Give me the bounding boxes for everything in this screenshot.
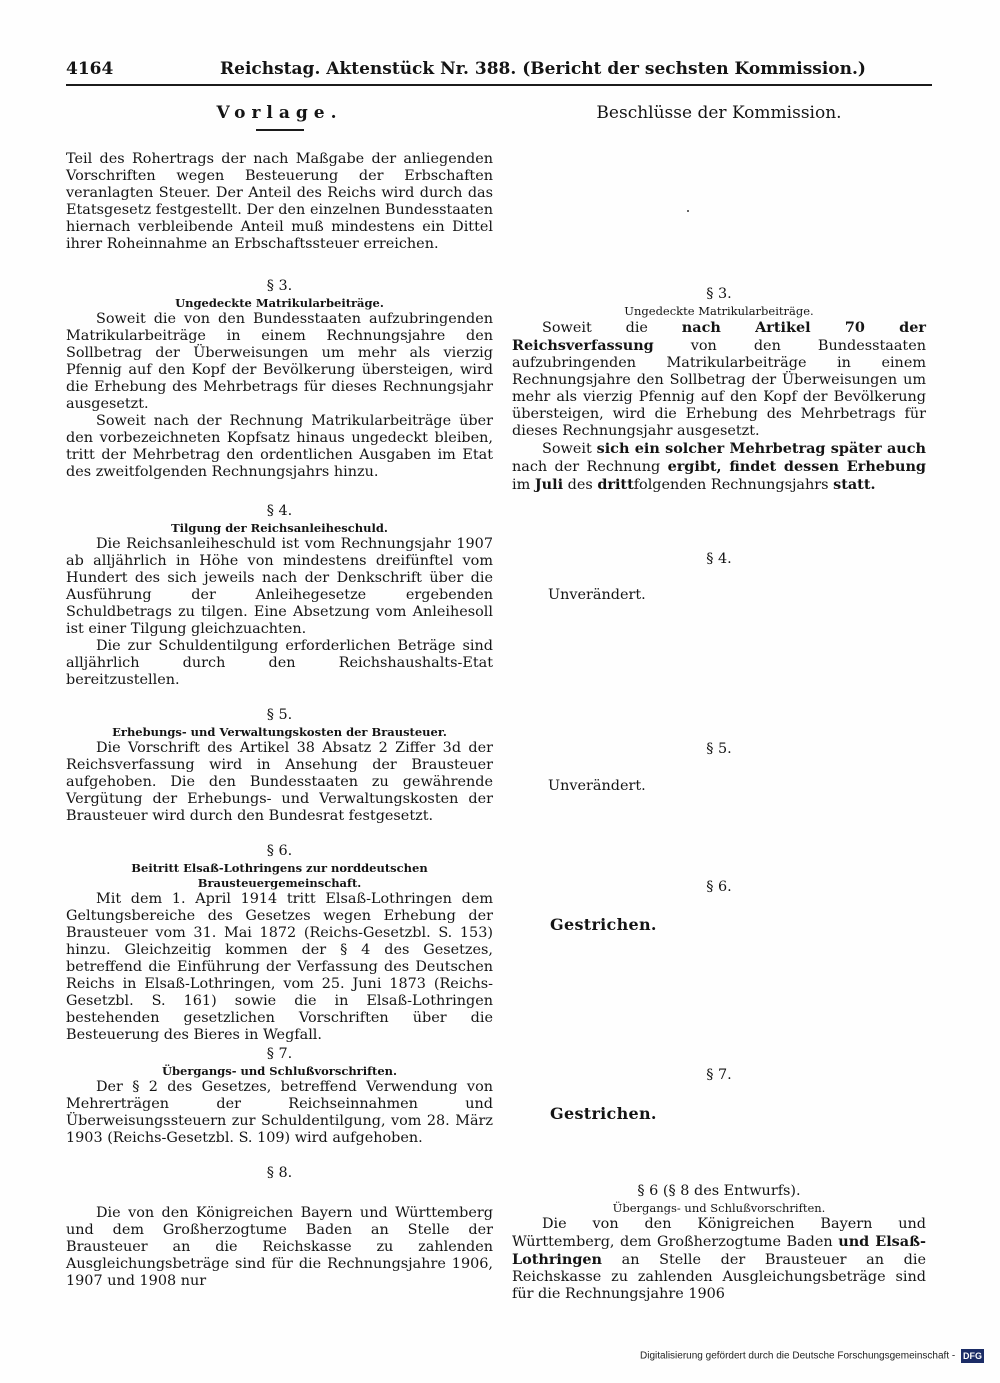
footer-text: Digitalisierung gefördert durch die Deutsche Forschungsgemeinschaft - — [640, 1350, 956, 1362]
right-section-3-subtitle: Ungedeckte Matrikularbeiträge. — [624, 304, 814, 318]
print-speck — [687, 210, 689, 212]
right-section-5-text: Unverändert. — [548, 778, 646, 794]
section-4-paragraph-1: Die Reichsanleiheschuld ist vom Rechnungsjahr 1907 ab alljährlich in Höhe von mindestens dreifünftel vom Hundert des sich jeweils nach der Denkschrift über die Ausführung der Anleihegesetze ergebenden Schuldbetrags zu tilgen. Eine Absetzung vom Anleihesoll ist einer Tilgung gleichzuachten. — [66, 536, 493, 637]
right-s3-p2-bold-f: Juli — [534, 476, 564, 493]
running-title: Reichstag. Aktenstück Nr. 388. (Bericht der sechsten Kommission.) — [220, 59, 866, 79]
right-section-8-heading: § 6 (§ 8 des Entwurfs). — [637, 1183, 801, 1199]
right-s8-p1-text-a: Die von den Königreichen Bayern und Württemberg, dem Großherzogtume Baden — [512, 1216, 926, 1250]
right-s3-p2-bold-j: statt. — [833, 476, 876, 493]
right-s3-p2-text-a: Soweit — [542, 441, 597, 457]
page-number: 4164 — [66, 59, 114, 79]
right-s3-p2-text-e: im — [512, 477, 535, 493]
right-s3-p2-text-c: nach der Rechnung — [512, 459, 668, 475]
section-3-paragraph-1: Soweit die von den Bundesstaaten aufzubringenden Matrikularbeiträge in einem Rechnungsjahre den Sollbetrag der Überweisungen um mehr als vierzig Pfennig auf den Kopf der Bevölkerung übersteigen, wird die Erhebung des Mehrbetrags für dieses Rechnungsjahr ausgesetzt. — [66, 311, 493, 412]
section-5-heading: § 5. — [266, 707, 293, 723]
section-4-paragraph-2: Die zur Schuldentilgung erforderlichen Beträge sind alljährlich durch den Reichshaushalts-Etat bereitzustellen. — [66, 638, 493, 688]
section-5-paragraph-1: Die Vorschrift des Artikel 38 Absatz 2 Ziffer 3d der Reichsverfassung wird in Ansehung der Brausteuer aufgehoben. Die den Bundesstaaten zu gewährende Vergütung der Erhebungs- und Verwaltungskosten der Brausteuer wird durch den Bundesrat festgesetzt. — [66, 740, 493, 824]
section-4-subtitle: Tilgung der Reichsanleiheschuld. — [171, 521, 388, 535]
page-header — [66, 58, 932, 86]
title-rule — [256, 129, 304, 131]
section-3-subtitle: Ungedeckte Matrikularbeiträge. — [175, 296, 384, 310]
right-section-6-heading: § 6. — [706, 879, 732, 895]
section-6-heading: § 6. — [266, 843, 293, 859]
right-section-7-text: Gestrichen. — [550, 1104, 657, 1123]
right-s8-p1-bold: und Elsaß-Lothringen — [512, 1233, 927, 1268]
column-title-beschluesse: Beschlüsse der Kommission. — [596, 103, 842, 123]
section-3-paragraph-2: Soweit nach der Rechnung Matrikularbeiträge über den vorbezeichneten Kopfsatz hinaus ungedeckt bleiben, tritt der Mehrbetrag den ordentlichen Ausgaben im Etat des zweitfolgenden Rechnungsjahrs hinzu. — [66, 413, 493, 480]
right-section-7-heading: § 7. — [706, 1067, 732, 1083]
section-6-subtitle: Beitritt Elsaß-Lothringens zur norddeutschen Brausteuergemeinschaft. — [131, 861, 428, 890]
section-3-heading: § 3. — [266, 278, 293, 294]
column-title-vorlage: Vorlage. — [216, 103, 343, 123]
right-section-3-paragraph-2 — [512, 440, 926, 494]
right-s3-p1-bold: nach Artikel 70 der Reichsverfassung — [512, 319, 926, 354]
section-7-paragraph-1: Der § 2 des Gesetzes, betreffend Verwendung von Mehrerträgen der Reichseinnahmen und Überweisungssteuern zur Schuldentilgung, vom 28. März 1903 (Reichs-Gesetzbl. S. 109) wird aufgehoben. — [66, 1079, 493, 1146]
section-4-heading: § 4. — [266, 503, 293, 519]
right-s3-p2-bold-h: dritt — [597, 476, 634, 493]
right-section-3-paragraph-1 — [512, 319, 926, 440]
right-s3-p1-text-a: Soweit die — [542, 320, 682, 336]
right-section-4-text: Unverändert. — [548, 587, 646, 603]
right-section-8-paragraph-1 — [512, 1216, 926, 1303]
right-s3-p2-bold-b: sich ein solcher Mehrbetrag später auch — [596, 440, 926, 457]
section-7-subtitle: Übergangs- und Schlußvorschriften. — [161, 1064, 398, 1078]
right-section-5-heading: § 5. — [706, 741, 732, 757]
right-section-6-text: Gestrichen. — [550, 915, 657, 934]
intro-paragraph: Teil des Rohertrags der nach Maßgabe der anliegenden Vorschriften wegen Besteuerung der Erbschaften veranlagten Steuer. Der Anteil des Reichs wird durch das Etatsgesetz festgestellt. Der den einzelnen Bundesstaaten hiernach verbleibende Anteil muß mindestens ein Dittel ihrer Roheinnahme an Erbschaftssteuer erreichen. — [66, 151, 493, 252]
right-s3-p2-text-i: folgenden Rechnungsjahrs — [633, 477, 834, 493]
dfg-logo-icon: DFG — [963, 1351, 982, 1361]
footer-attribution — [640, 1349, 984, 1363]
section-7-heading: § 7. — [266, 1046, 293, 1062]
left-column-vorlage — [66, 102, 493, 1290]
right-column-beschluesse — [512, 102, 926, 1303]
right-section-4-heading: § 4. — [706, 551, 732, 567]
right-s3-p2-bold-d: ergibt, findet dessen Erhebung — [667, 458, 926, 475]
right-s3-p1-text-c: von den Bundesstaaten aufzubringenden Matrikularbeiträge in einem Rechnungsjahre den Sollbetrag der Überweisungen um mehr als vierzig Pfennig auf den Kopf der Bevölkerung übersteigen, wird die Erhebung des Mehrbetrags für dieses Rechnungsjahr ausgesetzt. — [512, 338, 926, 439]
section-8-heading: § 8. — [266, 1165, 293, 1181]
right-s8-p1-text-c: an Stelle der Brausteuer an die Reichskasse zu zahlenden Ausgleichungsbeträge sind für die Rechnungsjahre 1906 — [512, 1252, 926, 1302]
right-section-8-subtitle: Übergangs- und Schlußvorschriften. — [612, 1201, 826, 1215]
section-6-paragraph-1: Mit dem 1. April 1914 tritt Elsaß-Lothringen dem Geltungsbereiche des Gesetzes wegen Erhebung der Brausteuer vom 31. Mai 1872 (Reichs-Gesetzbl. S. 153) hinzu. Gleichzeitig kommen der § 4 des Gesetzes, betreffend die Einführung der Verfassung des Deutschen Reichs in Elsaß-Lothringen, vom 25. Juni 1873 (Reichs-Gesetzbl. S. 161) sowie die in Elsaß-Lothringen bestehenden gesetzlichen Vorschriften über die Besteuerung des Bieres in Wegfall. — [66, 891, 493, 1043]
section-5-subtitle: Erhebungs- und Verwaltungskosten der Brausteuer. — [112, 725, 447, 739]
section-8-paragraph-1: Die von den Königreichen Bayern und Württemberg und dem Großherzogtume Baden an Stelle der Brausteuer an die Reichskasse zu zahlenden Ausgleichungsbeträge sind für die Rechnungsjahre 1906, 1907 und 1908 nur — [66, 1205, 493, 1289]
right-section-3-heading: § 3. — [706, 286, 732, 302]
right-s3-p2-text-g: des — [563, 477, 598, 493]
